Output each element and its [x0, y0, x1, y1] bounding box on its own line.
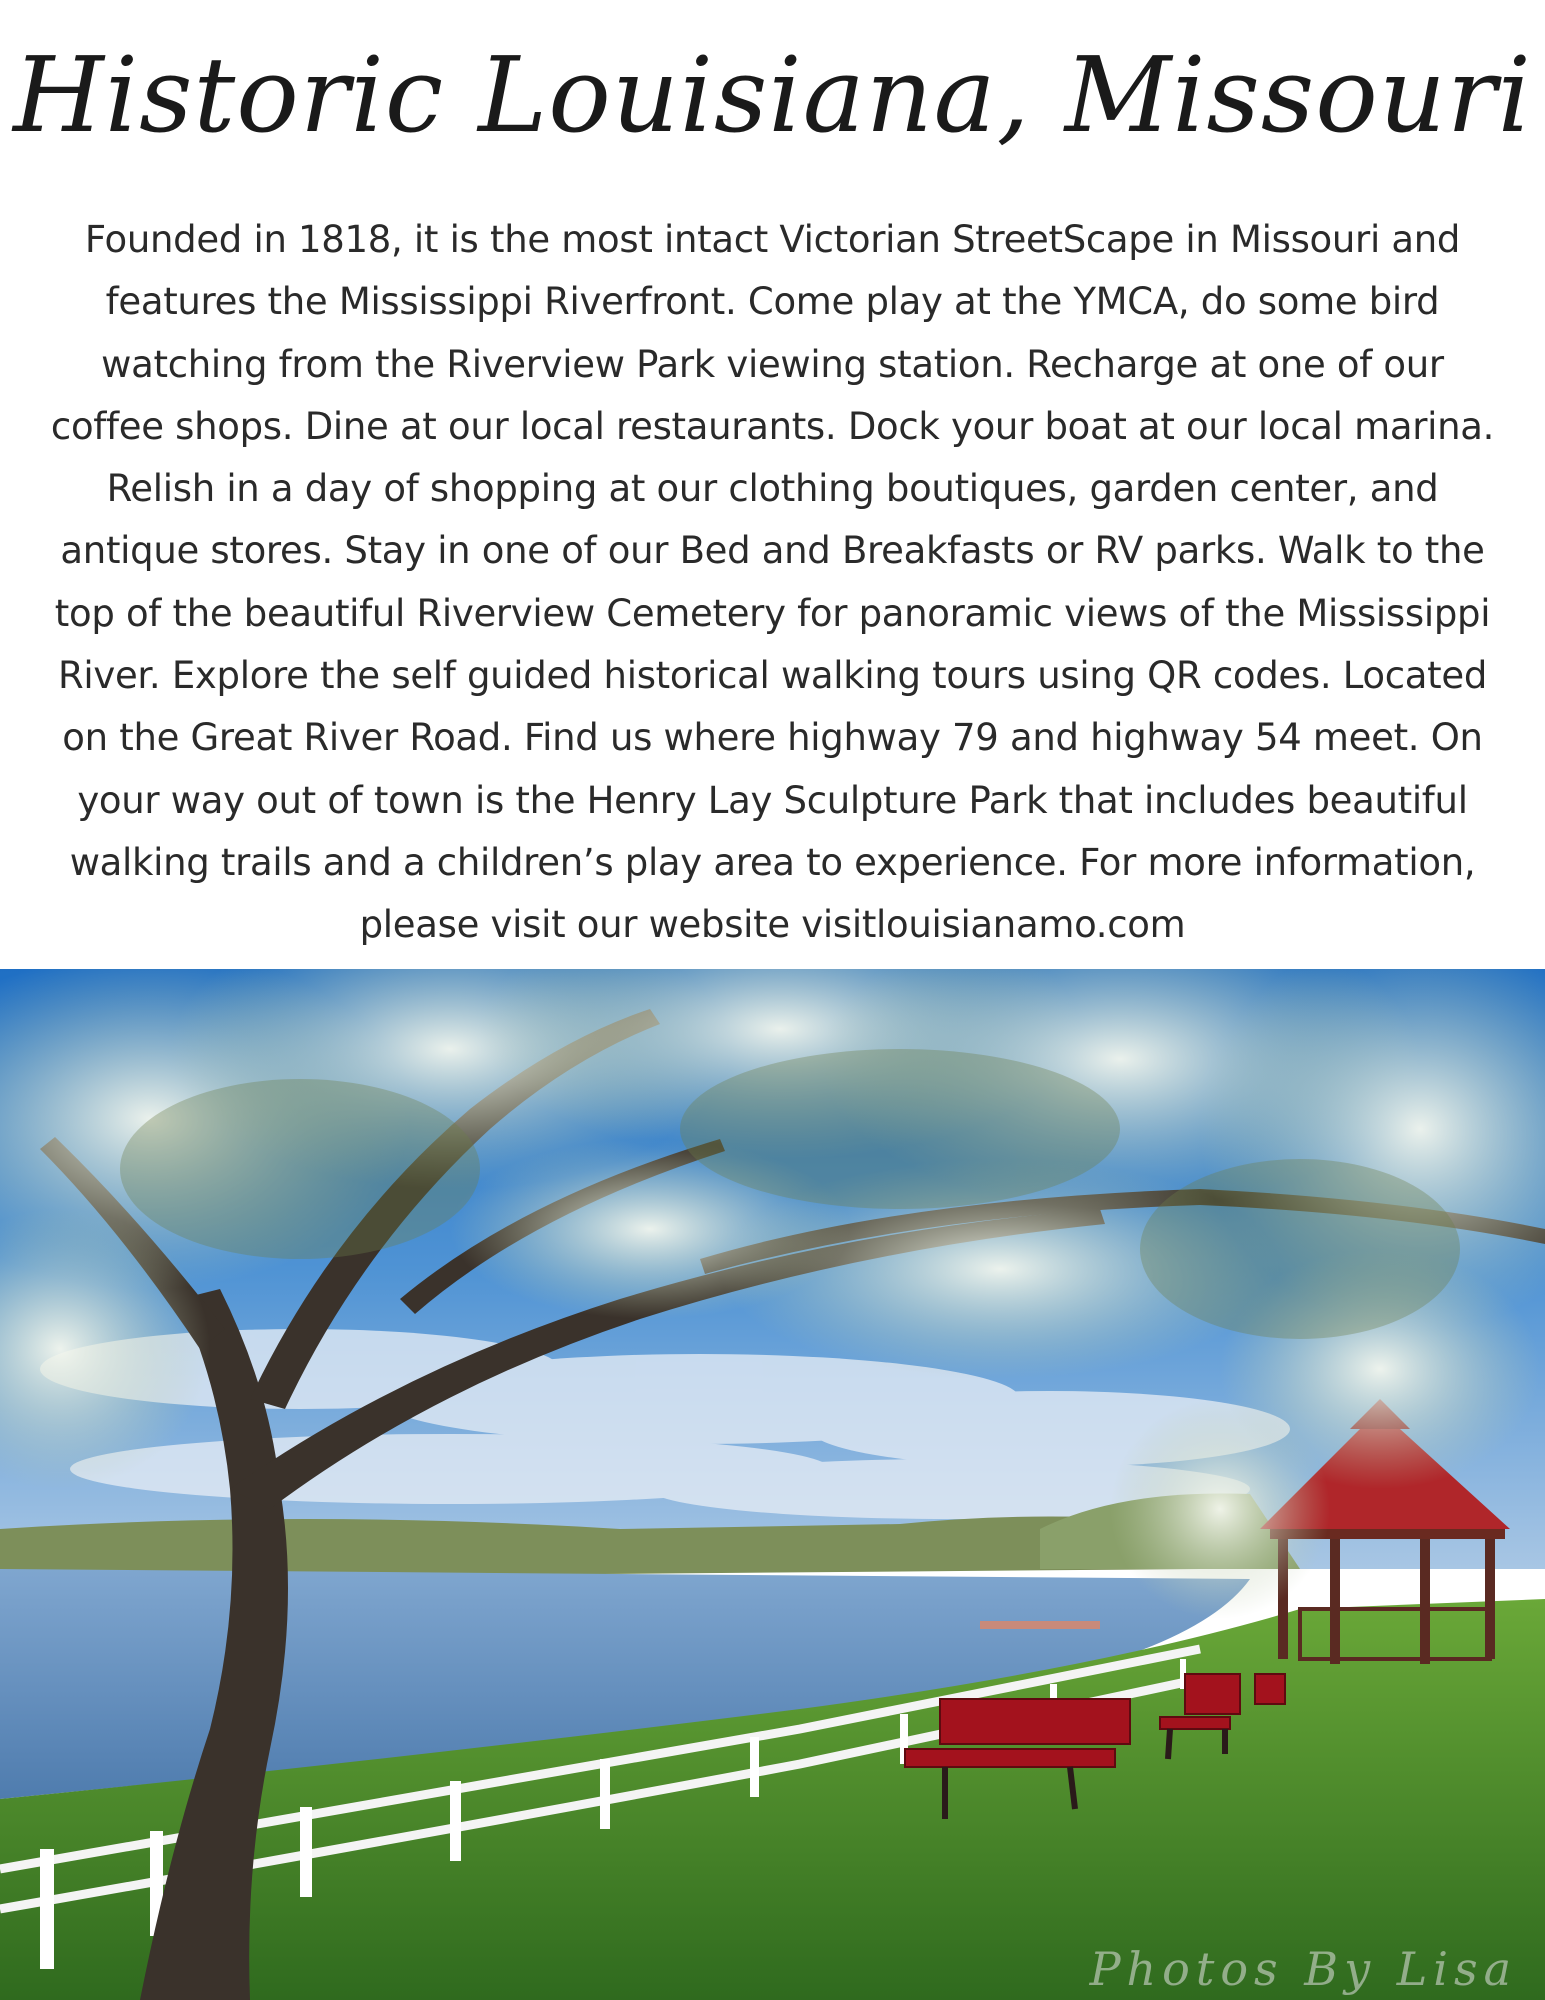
- photo-credit: Photos By Lisa: [1089, 1942, 1517, 1996]
- riverview-park-photo: [0, 969, 1545, 2000]
- description-paragraph: Founded in 1818, it is the most intact Victorian StreetScape in Missouri and features the Mississippi Riverfront. Come play at the YMCA, do some bird watching from the Riverview Park viewing station. Recharge at one of our coffee shops. Dine at our local restaurants. Dock your boat at our local marina. Relish in a day of shopping at our clothing boutiques, garden center, and antique stores. Stay in one of our Bed and Breakfasts or RV parks. Walk to the top of the beautiful Riverview Cemetery for panoramic views of the Mississippi River. Explore the self guided historical walking tours using QR codes. Located on the Great River Road. Find us where highway 79 and highway 54 meet. On your way out of town is the Henry Lay Sculpture Park that includes beautiful walking trails and a children’s play area to experience. For more information, please visit our website visitlouisianamo.com: [50, 218, 1495, 947]
- barge: [980, 1621, 1100, 1629]
- page-title: Historic Louisiana, Missouri: [13, 34, 1532, 156]
